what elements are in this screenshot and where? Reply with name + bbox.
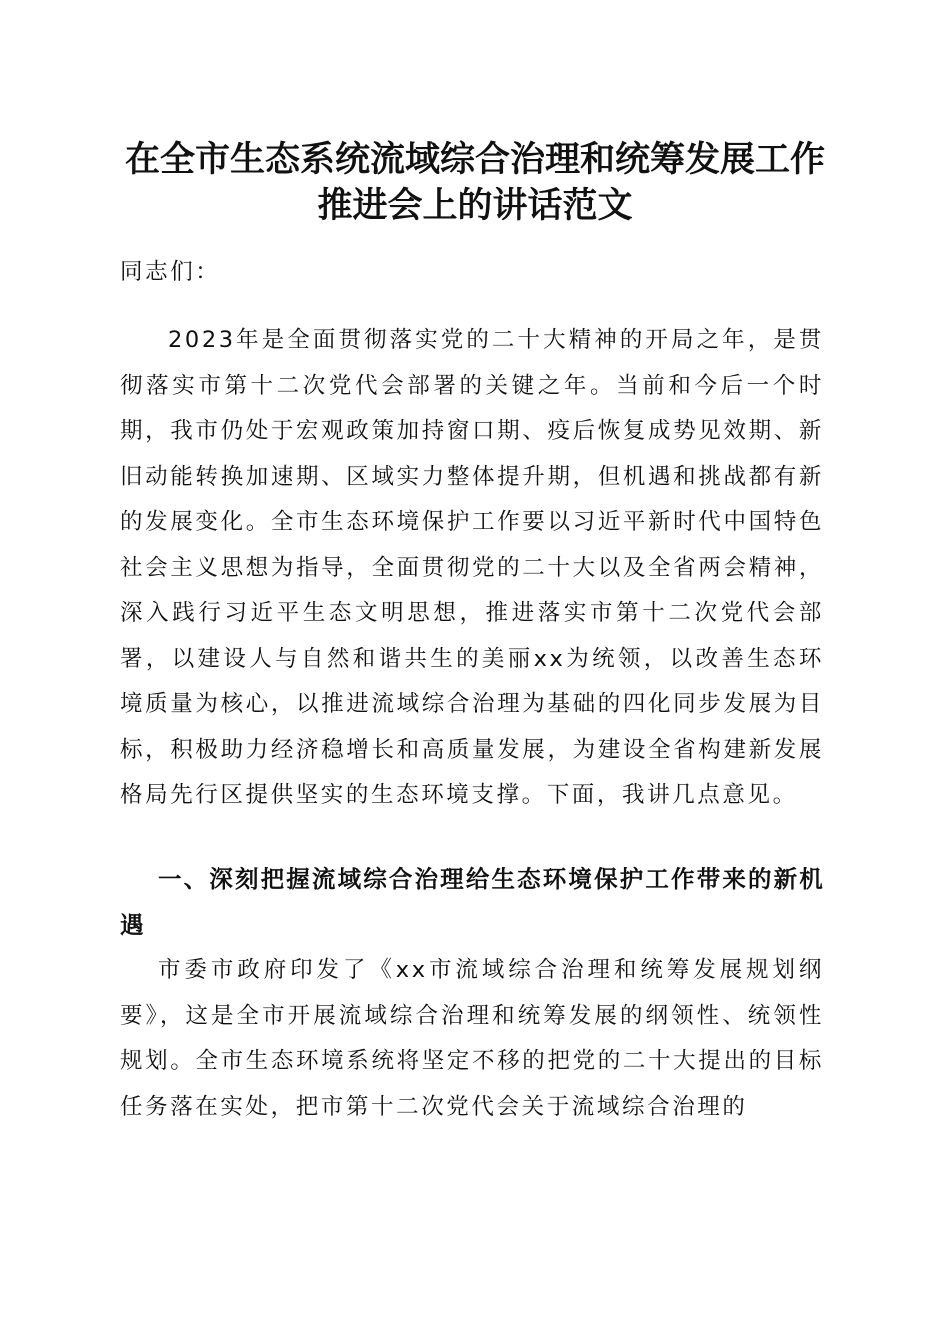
document-title-line-2: 推进会上的讲话范文 [317, 185, 633, 226]
section-heading-1: 一、深刻把握流域综合治理给生态环境保护工作带来的新机遇 [120, 865, 824, 939]
document-title-line-1: 在全市生态系统流域综合治理和统筹发展工作 [124, 139, 825, 180]
paragraph-intro: 2023年是全面贯彻落实党的二十大精神的开局之年，是贯彻落实市第十二次党代会部署的关键之年。当前和今后一个时期，我市仍处于宏观政策加持窗口期、疫后恢复成势见效期、新旧动能转换加速期、区域实力整体提升期，但机遇和挑战都有新的发展变化。全市生态环境保护工作要以习近平新时代中国特色社会主义思想为指导，全面贯彻党的二十大以及全省两会精神，深入践行习近平生态文明思想，推进落实市第十二次党代会部署，以建设人与自然和谐共生的美丽xx为统领，以改善生态环境质量为核心，以推进流域综合治理为基础的四化同步发展为目标，积极助力经济稳增长和高质量发展，为建设全省构建新发展格局先行区提供坚实的生态环境支撑。下面，我讲几点意见。 [120, 327, 824, 808]
paragraph-section-1: 市委市政府印发了《xx市流域综合治理和统筹发展规划纲要》，这是全市开展流域综合治理和统筹发展的纲领性、统领性规划。全市生态环境系统将坚定不移的把党的二十大提出的目标任务落在实处，把市第十二次党代会关于流域综合治理的 [120, 957, 824, 1120]
salutation: 同志们： [120, 259, 221, 285]
